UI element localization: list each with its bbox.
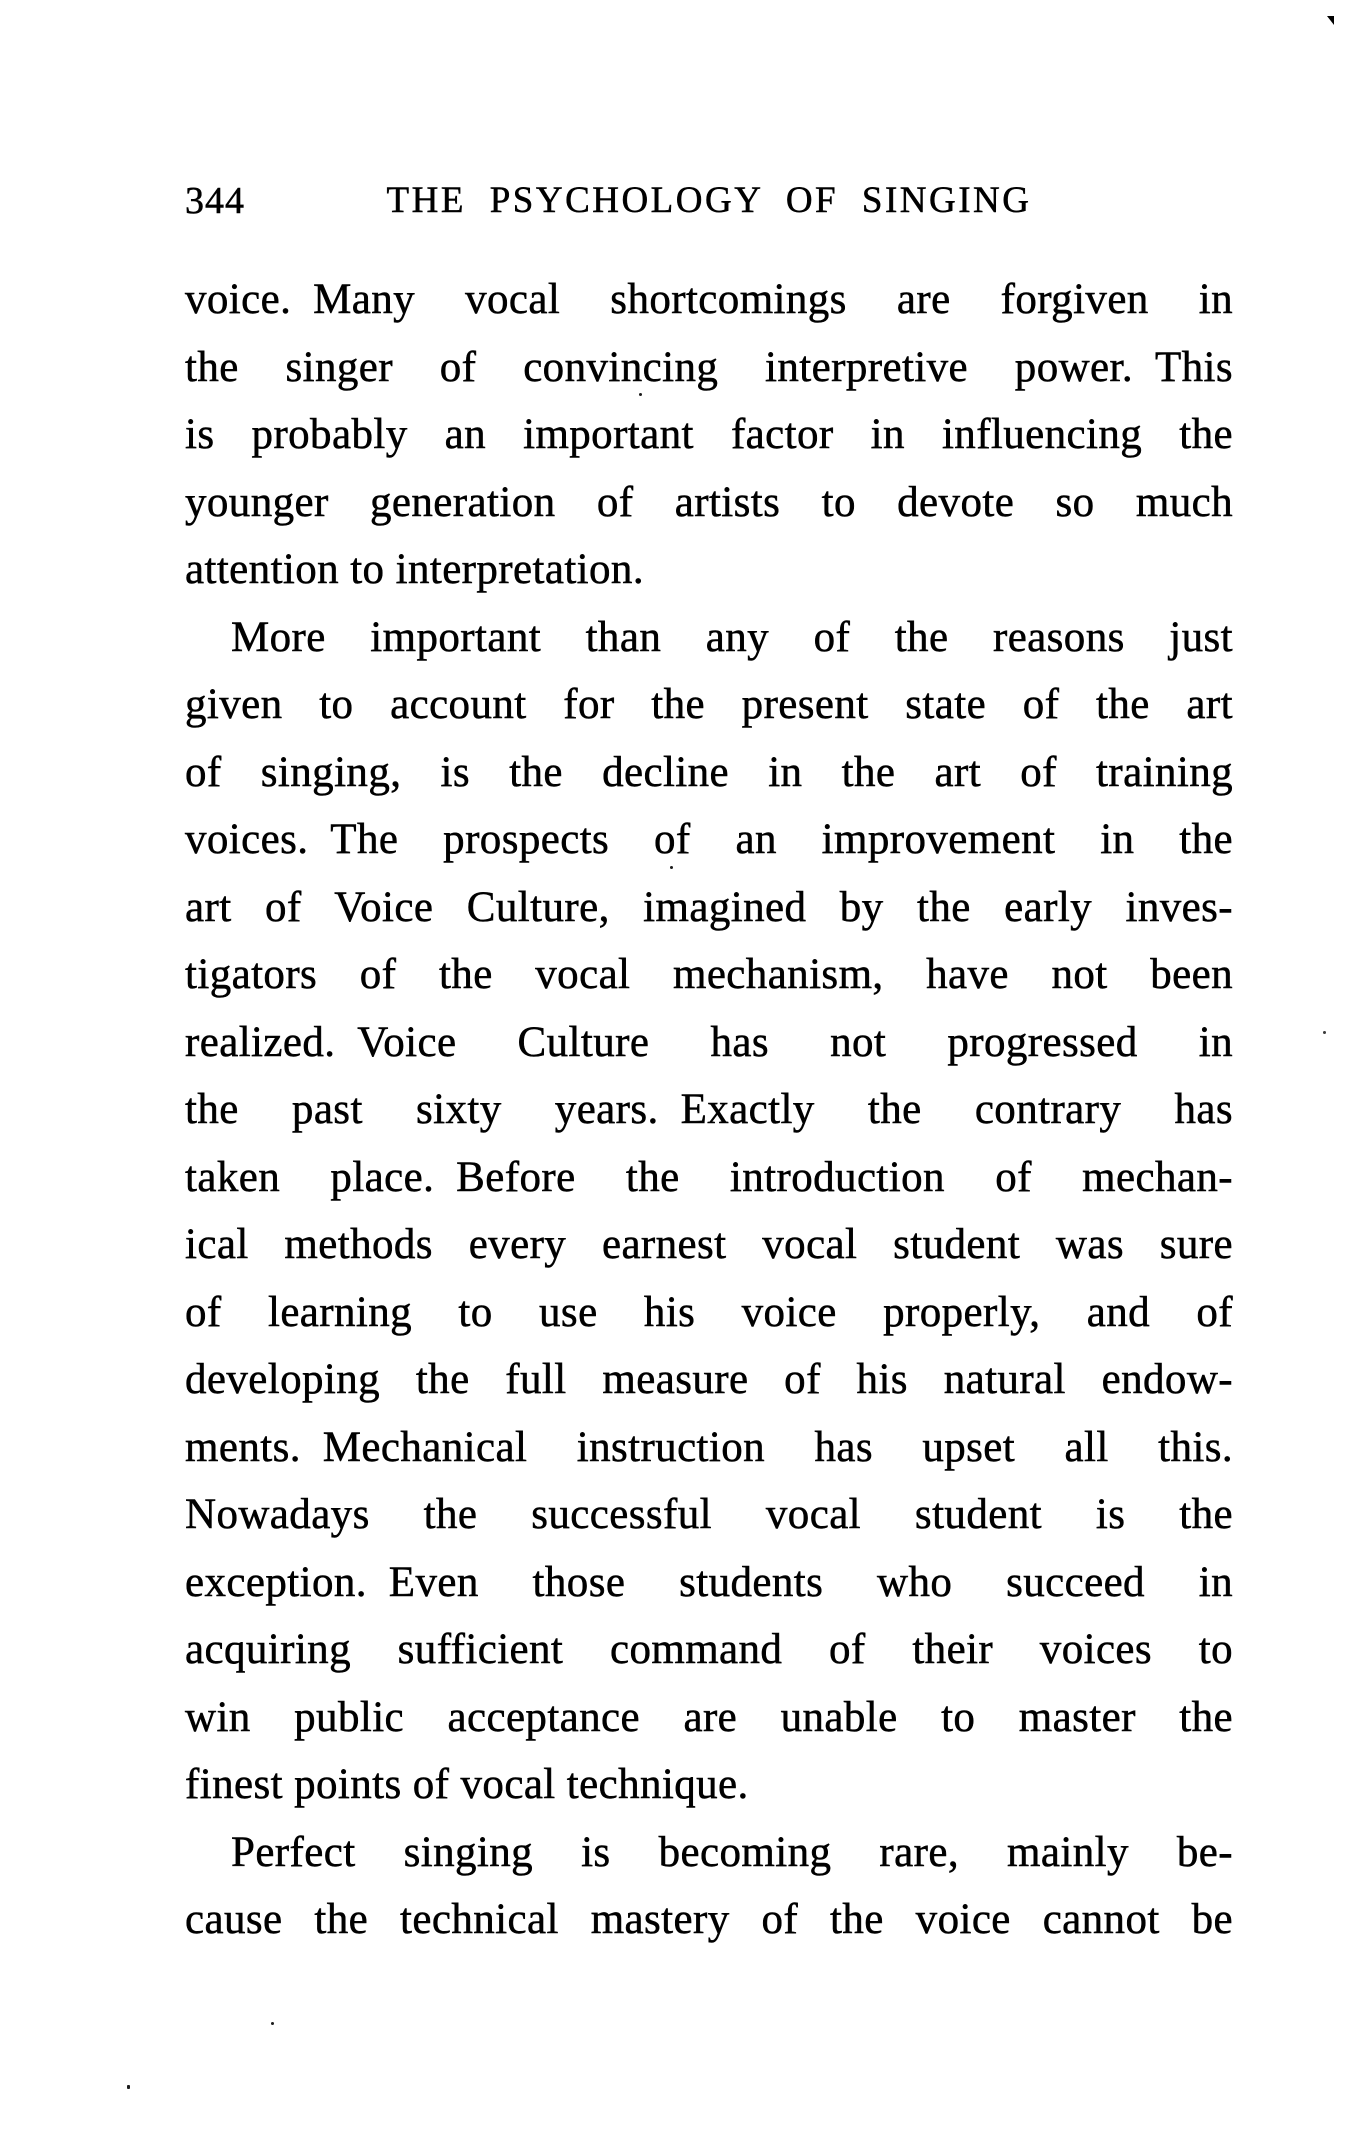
running-header: [185, 178, 1233, 224]
text-line: ical methods every earnest vocal student was sure: [185, 1221, 1233, 1268]
text-line: the past sixty years. Exactly the contrary has: [185, 1086, 1233, 1133]
text-line: win public acceptance are unable to master the: [185, 1693, 1233, 1741]
text-line: Perfect singing is becoming rare, mainly be-: [231, 1828, 1233, 1876]
page-number: 344: [185, 180, 245, 222]
text-line: art of Voice Culture, imagined by the early inves-: [185, 883, 1233, 931]
scan-speck: [670, 866, 673, 869]
text-line: is probably an important factor in influencing the: [185, 411, 1233, 458]
scan-speck: [271, 2022, 274, 2025]
text-line: realized. Voice Culture has not progressed in: [185, 1018, 1233, 1066]
running-header-title: THE PSYCHOLOGY OF SINGING: [386, 180, 1032, 221]
text-line: younger generation of artists to devote so much: [185, 478, 1233, 526]
scan-speck: [639, 393, 642, 396]
scan-tick-mark: [1327, 16, 1334, 25]
text-line: exception. Even those students who succeed in: [185, 1558, 1233, 1606]
text-line: the singer of convincing interpretive power. This: [185, 343, 1233, 391]
text-line: tigators of the vocal mechanism, have not been: [185, 951, 1233, 998]
scan-speck: [1323, 1031, 1326, 1034]
text-line: taken place. Before the introduction of mechan-: [185, 1153, 1233, 1201]
text-line: cause the technical mastery of the voice cannot be: [185, 1896, 1233, 1943]
text-line: of learning to use his voice properly, and of: [185, 1288, 1233, 1336]
text-line: ments. Mechanical instruction has upset all this.: [185, 1423, 1233, 1471]
text-line: More important than any of the reasons just: [231, 613, 1233, 661]
text-line: voice. Many vocal shortcomings are forgiven in: [185, 276, 1233, 323]
body-text-block: [185, 266, 1233, 1954]
text-line: acquiring sufficient command of their voices to: [185, 1626, 1233, 1673]
text-line: Nowadays the successful vocal student is the: [185, 1491, 1233, 1538]
text-line: of singing, is the decline in the art of training: [185, 748, 1233, 796]
scan-speck: [127, 2085, 130, 2089]
text-line: voices. The prospects of an improvement in the: [185, 816, 1233, 863]
text-line: given to account for the present state of the art: [185, 681, 1233, 728]
text-line: developing the full measure of his natural endow-: [185, 1356, 1233, 1403]
text-line: finest points of vocal technique.: [185, 1761, 749, 1808]
text-line: attention to interpretation.: [185, 546, 644, 593]
